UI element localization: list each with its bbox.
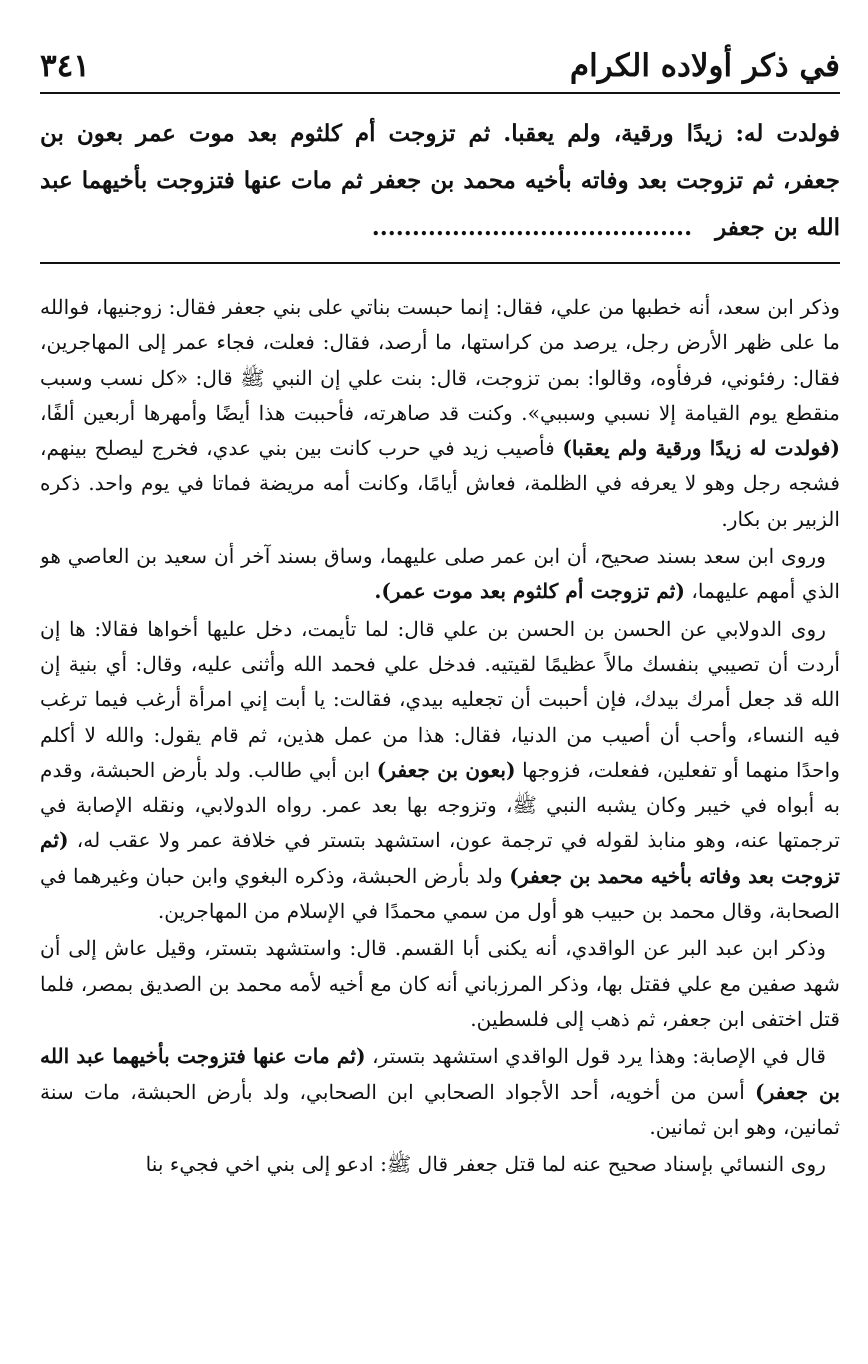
commentary-paragraph bbox=[40, 539, 840, 610]
paragraph-text: روى الدولابي عن الحسن بن الحسن بن علي قال: لما تأيمت، دخل عليها أخواها فقالا: ها إن أردت أن تصيبي بنفسك مالاً عظيمًا لقيتيه. فدخل علي فحمد الله وأثنى عليه، وقال: أي بنية إن الله قد جعل أمرك بيدك، فإن أحببت أن تجعليه بيدي، فقالت: يا أبت إني امرأة أرغب فيما ترغب فيه النساء، وأحب أن أصيب من الدنيا، فقال: هذا من عمل هذين، ثم قام يقول: والله لا أكلم واحدًا منهما أو تفعلين، ففعلت، فزوجها bbox=[40, 616, 840, 782]
commentary-paragraph bbox=[40, 931, 840, 1037]
paragraph-text: أسن من أخويه، أحد الأجواد الصحابي ابن الصحابي، ولد بأرض الحبشة، مات سنة ثمانين، وهو ابن ثمانين. bbox=[40, 1079, 840, 1139]
matn-quote: (ثم تزوجت بعد وفاته بأخيه محمد بن جعفر) bbox=[40, 828, 840, 888]
matn-dots: ........................................ bbox=[371, 214, 693, 241]
paragraph-text: قال في الإصابة: وهذا يرد قول الواقدي استشهد بتستر، bbox=[365, 1044, 826, 1069]
running-title: في ذكر أولاده الكرام bbox=[569, 48, 840, 84]
page-number: ٣٤١ bbox=[40, 48, 90, 84]
matn-quote: (بعون بن جعفر) bbox=[376, 757, 516, 782]
paragraph-text: ولد بأرض الحبشة، وذكره البغوي وابن حبان وغيرهما في الصحابة، وقال محمد بن حبيب هو أول من سمي محمدًا في الإسلام من المهاجرين. bbox=[40, 863, 840, 924]
commentary-block bbox=[40, 290, 840, 1350]
commentary-paragraph bbox=[40, 290, 840, 537]
paragraph-text: روى النسائي بإسناد صحيح عنه لما قتل جعفر قال ﷺ: ادعو إلى بني اخي فجيء بنا bbox=[145, 1152, 826, 1177]
commentary-paragraph bbox=[40, 1147, 840, 1182]
paragraph-text: وذكر ابن سعد، أنه خطبها من علي، فقال: إنما حبست بناتي على بني جعفر فقال: زوجنيها، فوالله ما على ظهر الأرض رجل، يرصد من كراستها، ما أرصد، فقال: فعلت، فجاء عمر إلى المهاجرين، فقال: رفئوني، فرفأوه، وقالوا: بمن تزوجت، قال: بنت علي إن النبي ﷺ قال: «كل نسب وسبب منقطع يوم القيامة إلا نسبي وسببي». وكنت قد صاهرته، فأحببت هذا أيضًا وأمهرها أربعين ألفًا، bbox=[40, 295, 840, 425]
paragraph-text: وذكر ابن عبد البر عن الواقدي، أنه يكنى أبا القسم. قال: واستشهد بتستر، وقيل عاش إلى أن شهد صفين مع علي فقتل بها، وذكر المرزباني أنه كان مع أخيه لأمه محمد بن الصديق بمصر، فلما قتل اختفى ابن جعفر، ثم ذهب إلى فلسطين. bbox=[40, 936, 840, 1031]
matn-quote: (ثم تزوجت أم كلثوم بعد موت عمر). bbox=[374, 579, 685, 604]
paragraph-text: وروى ابن سعد بسند صحيح، أن ابن عمر صلى عليهما، وساق بسند آخر أن سعيد بن العاصي هو الذي أمهم عليهما، bbox=[40, 544, 840, 604]
matn-quote: (فولدت له زيدًا ورقية ولم يعقبا) bbox=[562, 436, 840, 461]
commentary-paragraph bbox=[40, 1039, 840, 1145]
matn-text: فولدت له: زيدًا ورقية، ولم يعقبا. ثم تزوجت أم كلثوم بعد موت عمر بعون بن جعفر، ثم تزوجت بعد وفاته بأخيه محمد بن جعفر ثم مات عنها فتزوجت بأخيهما عبد الله بن جعفر bbox=[40, 120, 840, 241]
paragraph-text: فأصيب زيد في حرب كانت بين بني عدي، فخرج ليصلح بينهم، فشجه رجل وهو لا يعرفه في الظلمة، فعاش أيامًا، وكانت أمه مريضة فماتا في يوم واحد. ذكره الزبير بن بكار. bbox=[40, 436, 840, 531]
matn-text-block bbox=[40, 110, 840, 255]
header-rule bbox=[40, 92, 840, 94]
matn-quote: (ثم مات عنها فتزوجت بأخيهما عبد الله بن جعفر) bbox=[40, 1044, 840, 1104]
commentary-paragraph bbox=[40, 612, 840, 930]
matn-separator-rule bbox=[40, 262, 840, 264]
page-header bbox=[40, 28, 840, 92]
paragraph-text: ابن أبي طالب. ولد بأرض الحبشة، وقدم به أبواه في خيبر وكان يشبه النبي ﷺ، وتزوجه بها بعد عمر. رواه الدولابي، ونقله الإصابة في ترجمتها عنه، وهو منابذ لقوله في ترجمة عون، استشهد بتستر في خلافة عمر ولا عقب له، bbox=[40, 757, 840, 853]
